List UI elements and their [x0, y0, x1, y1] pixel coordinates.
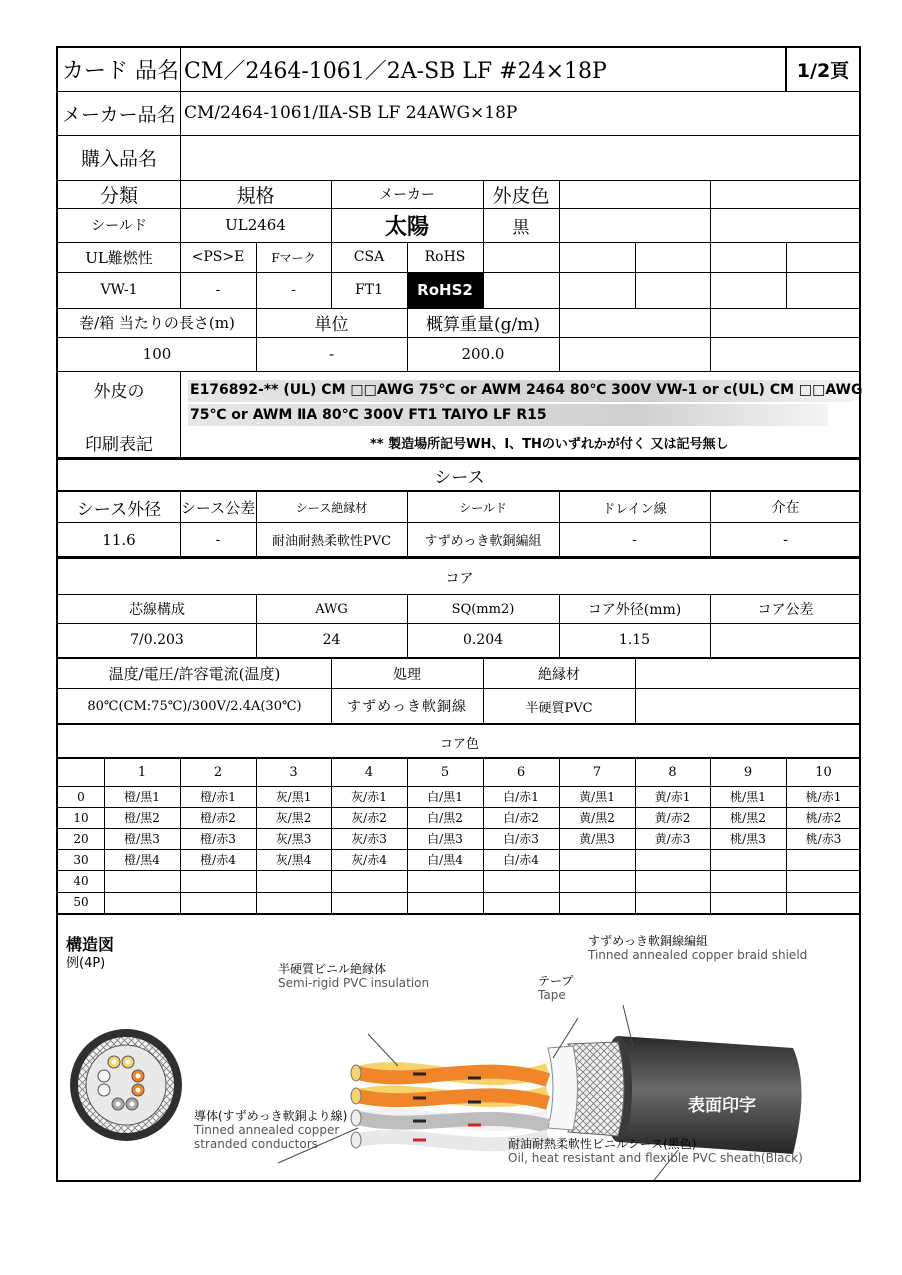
- core-color-cell: [331, 892, 407, 913]
- core-color-cell: 白/黒3: [427, 832, 463, 847]
- kikaku-header: 規格: [236, 184, 275, 207]
- core-color-cell: [483, 870, 559, 891]
- weight-header: 概算重量(g/m): [426, 315, 540, 335]
- printing-label-bottom: 印刷表記: [85, 434, 153, 455]
- weight-value: 200.0: [461, 345, 505, 363]
- core-color-cell: 黄/黒3: [579, 832, 615, 847]
- core-treat-value: すずめっき軟銅線: [347, 699, 467, 715]
- core-color-cell: [104, 892, 180, 913]
- core-color-cell: 黄/赤2: [654, 811, 691, 826]
- core-color-cell: [104, 870, 180, 891]
- core-tol-value: [710, 624, 861, 656]
- core-wires: [351, 1065, 548, 1148]
- spec-sheet: [56, 46, 861, 1182]
- surface-print-label: 表面印字: [688, 1096, 756, 1116]
- core-color-cell: [407, 892, 483, 913]
- color-value: 黒: [512, 217, 530, 238]
- core-color-row-label: 20: [73, 831, 89, 846]
- core-color-cell: [407, 870, 483, 891]
- core-color-cell: [256, 870, 331, 891]
- bunrui-value: シールド: [91, 218, 147, 234]
- tape-annotation: テープ Tape: [538, 974, 574, 1002]
- core-color-cell: [635, 849, 710, 870]
- core-color-cell: 橙/黒2: [124, 811, 160, 826]
- core-sq-value: 0.204: [462, 632, 504, 648]
- diagram-example: 例(4P): [66, 956, 106, 971]
- purchase-name-value: [180, 135, 861, 180]
- core-color-cell: 灰/黒1: [275, 790, 312, 805]
- bunrui-header: 分類: [99, 184, 138, 207]
- core-color-cell: [786, 892, 861, 913]
- ul-flame-header: UL難燃性: [85, 248, 153, 267]
- core-color-cell: 灰/黒2: [275, 811, 312, 826]
- maker-name-label: メーカー品名: [62, 103, 176, 126]
- insulation-annotation: 半硬質ビニル絶縁体 Semi-rigid PVC insulation: [278, 962, 430, 990]
- core-color-cell: [180, 870, 256, 891]
- core-color-cell: 灰/黒3: [275, 832, 312, 847]
- core-color-cell: 橙/黒4: [124, 853, 160, 868]
- core-color-cell: [710, 849, 786, 870]
- core-color-cell: 灰/赤3: [351, 832, 387, 847]
- sheath-shield-value: すずめっき軟銅編組: [424, 534, 542, 549]
- maker-value: 太陽: [384, 213, 429, 240]
- core-color-cell: 桃/赤2: [805, 811, 842, 826]
- fmark-value: -: [291, 282, 296, 298]
- purchase-name-label: 購入品名: [80, 148, 157, 170]
- print-line-2: 75℃ or AWM ⅡA 80℃ 300V FT1 TAIYO LF R15: [190, 407, 547, 423]
- core-color-cell: 灰/赤2: [351, 811, 387, 826]
- core-color-col-header: 2: [213, 765, 223, 780]
- rohs-badge: RoHS2: [407, 272, 483, 308]
- ul-flame-value: VW-1: [100, 282, 138, 298]
- maker-header: メーカー: [379, 187, 435, 203]
- core-treat-header: 処理: [393, 666, 421, 683]
- core-color-cell: 白/黒4: [427, 853, 463, 868]
- core-color-col-header: 5: [440, 765, 450, 780]
- core-color-cell: [710, 870, 786, 891]
- csa-header: CSA: [353, 249, 385, 265]
- core-sq-header: SQ(mm2): [451, 601, 515, 617]
- conductor-annotation: 導体(すずめっき軟銅より線) Tinned annealed copper stranded conductors: [194, 1109, 348, 1151]
- core-color-cell: 橙/赤3: [200, 832, 236, 847]
- length-value: 100: [142, 345, 172, 363]
- core-color-cell: [559, 892, 635, 913]
- core-color-row-label: 10: [73, 810, 89, 825]
- sheath-tol-value: -: [215, 531, 221, 548]
- core-temp-value: 80℃(CM:75℃)/300V/2.4A(30℃): [87, 698, 302, 714]
- sheath-tol-header: シース公差: [180, 498, 256, 517]
- core-od-value: 1.15: [618, 632, 651, 648]
- sheath-drain-header: ドレイン線: [602, 501, 667, 517]
- core-insul-header: 絶縁材: [538, 666, 580, 683]
- core-color-cell: 白/赤2: [503, 811, 539, 826]
- core-color-cell: [559, 849, 635, 870]
- sheath-od-header: シース外径: [76, 499, 162, 520]
- core-insul-value: 半硬質PVC: [525, 700, 593, 716]
- core-title: コア: [445, 571, 474, 587]
- core-color-col-header: 3: [289, 765, 298, 780]
- braid-annotation: すずめっき軟銅線編組 Tinned annealed copper braid shield: [588, 934, 808, 962]
- core-color-cell: 橙/赤4: [200, 853, 236, 868]
- core-color-cell: [635, 892, 710, 913]
- core-color-cell: 灰/赤1: [351, 790, 387, 805]
- print-note: ** 製造場所記号WH、I、THのいずれかが付く 又は記号無し: [370, 437, 729, 452]
- core-color-row-label: 50: [73, 895, 89, 910]
- core-color-col-header: 4: [364, 765, 374, 780]
- fmark-header: Fマーク: [271, 250, 316, 265]
- diagram-title: 構造図: [66, 935, 115, 954]
- core-color-cell: 白/黒2: [427, 811, 463, 826]
- core-color-col-header: 10: [815, 765, 832, 780]
- core-color-cell: [559, 870, 635, 891]
- core-color-cell: 橙/赤2: [200, 811, 236, 826]
- sheath-od-value: 11.6: [102, 530, 136, 549]
- core-awg-header: AWG: [315, 601, 348, 617]
- kikaku-value: UL2464: [225, 216, 286, 234]
- unit-header: 単位: [314, 315, 349, 335]
- maker-name-value: CM/2464-1061/ⅡA-SB LF 24AWG×18P: [184, 103, 518, 123]
- card-name-value: CM／2464-1061／2A-SB LF #24×18P: [184, 59, 607, 84]
- core-color-cell: [635, 870, 710, 891]
- core-color-cell: [256, 892, 331, 913]
- core-color-cell: 黄/赤1: [654, 790, 691, 805]
- card-name-label: カード 品名: [62, 59, 179, 84]
- core-od-header: コア外径(mm): [587, 602, 682, 618]
- rohs-header: RoHS: [424, 249, 466, 265]
- core-color-cell: [180, 892, 256, 913]
- core-color-cell: 桃/黒3: [730, 832, 766, 847]
- color-header: 外皮色: [492, 184, 550, 207]
- core-color-col-header: 7: [592, 765, 602, 780]
- core-config-value: 7/0.203: [130, 632, 184, 648]
- sheath-material-header: シース絶縁材: [295, 500, 368, 515]
- core-config-header: 芯線構成: [129, 602, 185, 618]
- core-color-cell: 白/赤3: [503, 832, 539, 847]
- core-color-row-label: 30: [73, 852, 89, 867]
- core-color-cell: [786, 849, 861, 870]
- core-color-cell: 黄/赤3: [654, 832, 691, 847]
- cross-section-icon: [70, 1029, 182, 1141]
- core-color-cell: 灰/黒4: [275, 853, 312, 868]
- core-color-col-header: 6: [516, 765, 526, 780]
- unit-value: -: [328, 345, 335, 363]
- core-color-cell: 灰/赤4: [351, 853, 387, 868]
- core-color-cell: 白/赤4: [503, 853, 539, 868]
- core-tol-header: コア公差: [757, 602, 814, 618]
- core-temp-header: 温度/電圧/許容電流(温度): [108, 665, 281, 683]
- core-color-cell: 白/黒1: [427, 790, 463, 805]
- length-header: 巻/箱 当たりの長さ(m): [79, 314, 235, 332]
- pse-header: <PS>E: [191, 249, 245, 265]
- core-color-row-label: 0: [77, 789, 85, 804]
- core-awg-value: 24: [322, 632, 341, 648]
- core-color-cell: [786, 870, 861, 891]
- sheath-drain-value: -: [632, 531, 637, 548]
- core-color-col-header: 9: [743, 765, 753, 780]
- core-color-cell: 白/赤1: [503, 790, 539, 805]
- page-number: 1/2頁: [796, 60, 850, 82]
- core-color-cell: 桃/黒2: [730, 811, 766, 826]
- core-color-col-header: 1: [137, 765, 147, 780]
- print-line-1: E176892-** (UL) CM □□AWG 75℃ or AWM 2464 80℃ 300V VW-1 or c(UL) CM □□AWG: [190, 382, 863, 398]
- core-color-cell: 橙/黒1: [124, 790, 160, 805]
- sheath-title: シース: [434, 467, 485, 488]
- core-color-cell: 桃/赤3: [805, 832, 842, 847]
- pse-value: -: [215, 282, 221, 298]
- core-color-cell: 桃/黒1: [730, 790, 766, 805]
- sheath-filler-value: -: [783, 531, 788, 548]
- core-color-cell: [483, 892, 559, 913]
- printing-label-top: 外皮の: [93, 381, 145, 402]
- core-color-cell: 橙/黒3: [124, 832, 160, 847]
- sheath-material-value: 耐油耐熱柔軟性PVC: [271, 534, 392, 549]
- core-color-cell: 橙/赤1: [200, 790, 236, 805]
- core-color-row-label: 40: [73, 873, 89, 888]
- core-color-cell: 桃/赤1: [805, 790, 842, 805]
- sheath-shield-header: シールド: [459, 500, 507, 515]
- core-color-cell: [710, 892, 786, 913]
- sheath-annotation: 耐油耐熱柔軟性ビニルシース(黒色) Oil, heat resistant and flexible PVC sheath(Black): [508, 1137, 803, 1165]
- core-color-cell: [331, 870, 407, 891]
- core-color-cell: 黄/黒2: [579, 811, 615, 826]
- core-color-title: コア色: [439, 736, 479, 752]
- csa-value: FT1: [355, 282, 383, 298]
- core-color-cell: 黄/黒1: [579, 790, 615, 805]
- core-color-col-header: 8: [668, 765, 677, 780]
- tape-layer: [548, 1046, 578, 1130]
- sheath-filler-header: 介在: [771, 500, 800, 516]
